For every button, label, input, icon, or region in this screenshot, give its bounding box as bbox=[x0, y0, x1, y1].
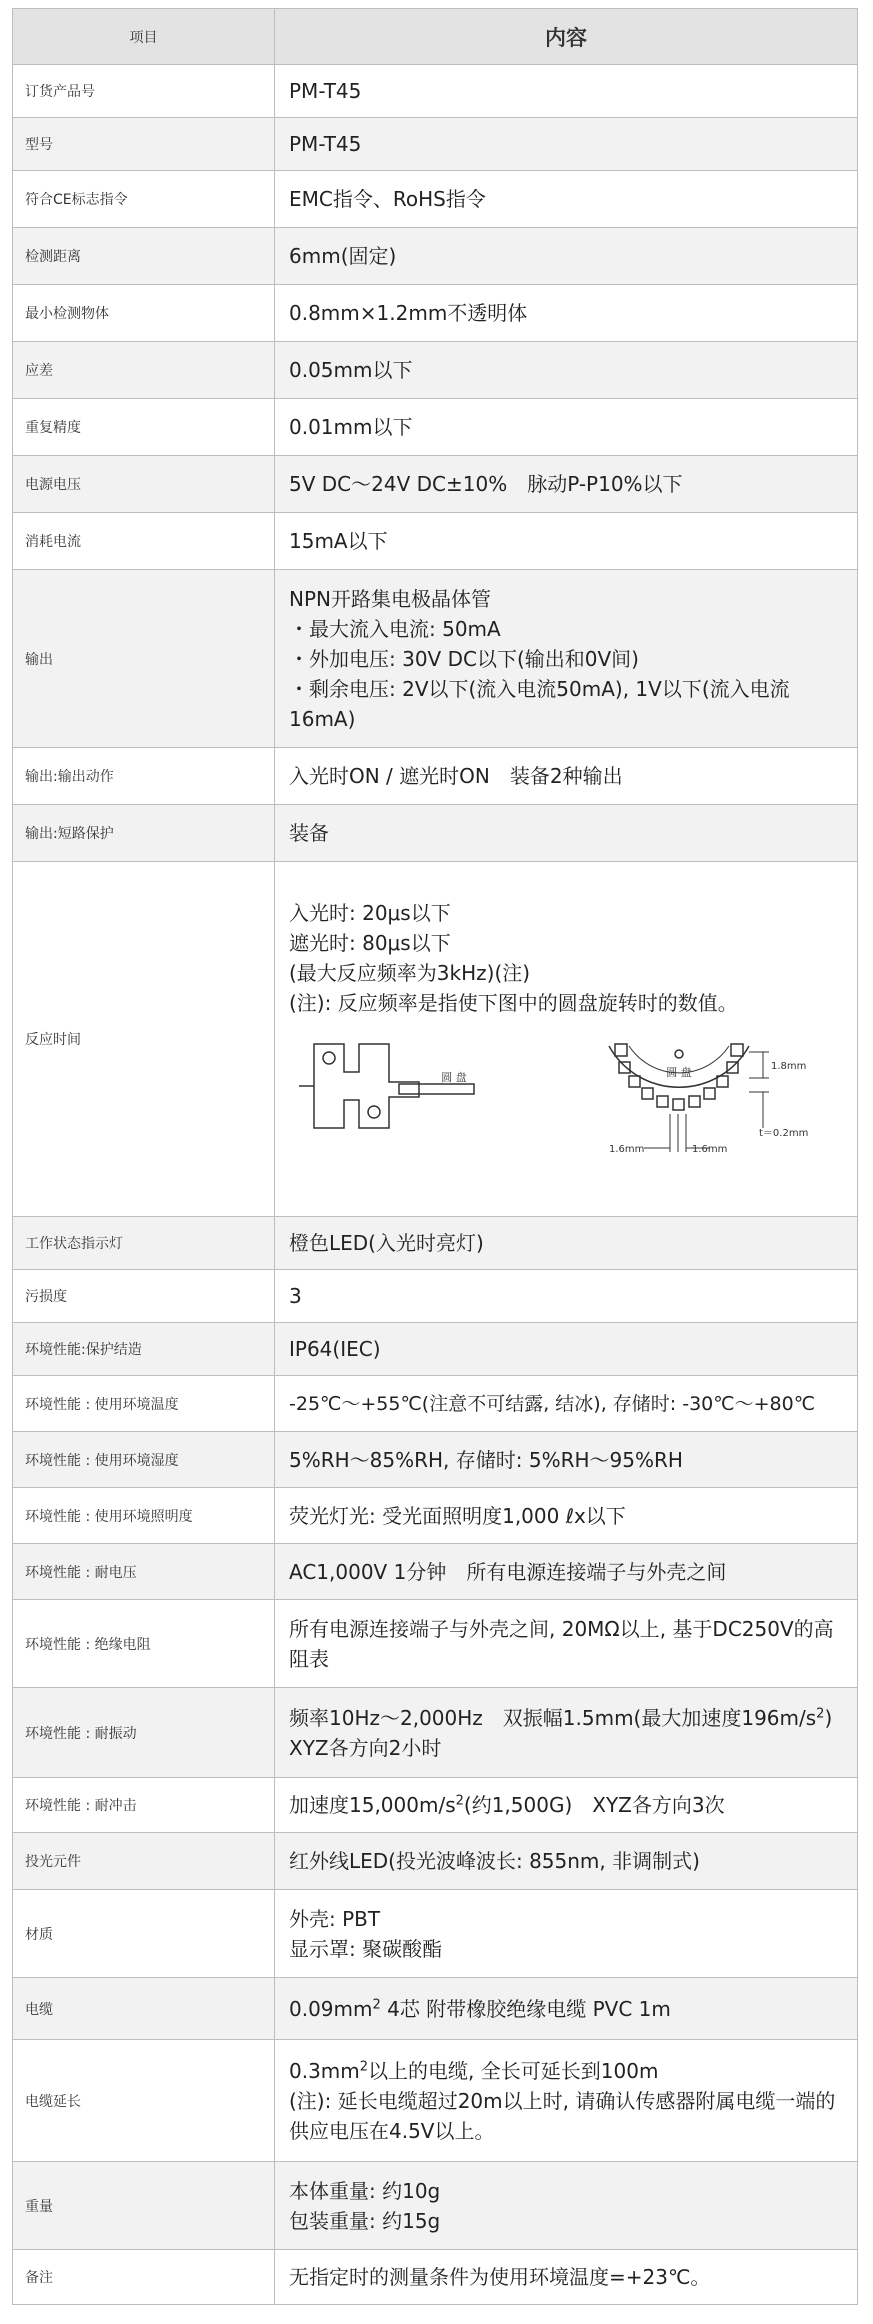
value-text: 0.3mm bbox=[289, 2058, 360, 2083]
row-value bbox=[275, 1978, 858, 2040]
table-row bbox=[13, 570, 858, 748]
row-value: EMC指令、RoHS指令 bbox=[275, 171, 858, 228]
row-value bbox=[275, 570, 858, 748]
row-value: 3 bbox=[275, 1270, 858, 1323]
row-value bbox=[275, 1890, 858, 1978]
value-line: 遮光时: 80μs以下 bbox=[289, 931, 451, 955]
disc-label-left: 圆 盘 bbox=[441, 1071, 467, 1084]
row-label: 环境性能:保护结造 bbox=[13, 1323, 275, 1376]
row-value: 0.01mm以下 bbox=[275, 399, 858, 456]
row-label: 符合CE标志指令 bbox=[13, 171, 275, 228]
row-label: 环境性能 : 耐冲击 bbox=[13, 1778, 275, 1833]
value-text: (约1,500G) XYZ各方向3次 bbox=[463, 1793, 725, 1817]
row-label: 应差 bbox=[13, 342, 275, 399]
row-label: 输出 bbox=[13, 570, 275, 748]
row-label: 电源电压 bbox=[13, 456, 275, 513]
row-value: 0.05mm以下 bbox=[275, 342, 858, 399]
row-value: 6mm(固定) bbox=[275, 228, 858, 285]
value-line: ・最大流入电流: 50mA bbox=[289, 616, 501, 641]
table-row bbox=[13, 2162, 858, 2250]
value-line: (注): 反应频率是指使下图中的圆盘旋转时的数值。 bbox=[289, 991, 738, 1015]
value-text: 以上的电缆, 全长可延长到100m bbox=[368, 2058, 659, 2083]
row-value bbox=[275, 1688, 858, 1778]
row-value: AC1,000V 1分钟 所有电源连接端子与外壳之间 bbox=[275, 1544, 858, 1600]
table-row bbox=[13, 342, 858, 399]
value-text: 4芯 附带橡胶绝缘电缆 PVC 1m bbox=[380, 1996, 671, 2021]
table-row bbox=[13, 1217, 858, 1270]
row-label: 电缆延长 bbox=[13, 2040, 275, 2162]
spec-table bbox=[12, 8, 858, 2305]
table-row bbox=[13, 1432, 858, 1488]
table-row bbox=[13, 118, 858, 171]
row-value bbox=[275, 2162, 858, 2250]
value-text: 0.09mm bbox=[289, 1996, 373, 2021]
superscript: 2 bbox=[816, 1705, 825, 1721]
table-row bbox=[13, 1978, 858, 2040]
table-row bbox=[13, 1270, 858, 1323]
table-row bbox=[13, 1488, 858, 1544]
row-label: 环境性能 : 绝缘电阻 bbox=[13, 1600, 275, 1688]
sensor-outline bbox=[299, 1044, 474, 1128]
row-value: 15mA以下 bbox=[275, 513, 858, 570]
row-label: 环境性能 : 使用环境湿度 bbox=[13, 1432, 275, 1488]
table-row bbox=[13, 2040, 858, 2162]
dim-1-6-left: 1.6mm bbox=[609, 1144, 645, 1155]
row-value bbox=[275, 1778, 858, 1833]
value-line: (最大反应频率为3kHz)(注) bbox=[289, 961, 531, 985]
row-value: 5%RH～85%RH, 存储时: 5%RH～95%RH bbox=[275, 1432, 858, 1488]
value-line: (注): 延长电缆超过20m以上时, 请确认传感器附属电缆一端的供应电压在4.5V以上。 bbox=[289, 2088, 836, 2143]
row-value: -25℃～+55℃(注意不可结露, 结冰), 存储时: -30℃～+80℃ bbox=[275, 1376, 858, 1432]
header-item: 项目 bbox=[13, 9, 275, 65]
row-value: 无指定时的测量条件为使用环境温度=+23℃。 bbox=[275, 2250, 858, 2305]
row-value: 荧光灯光: 受光面照明度1,000 ℓx以下 bbox=[275, 1488, 858, 1544]
row-value: 所有电源连接端子与外壳之间, 20MΩ以上, 基于DC250V的高阻表 bbox=[275, 1600, 858, 1688]
value-line: 包装重量: 约15g bbox=[289, 2208, 441, 2233]
table-row bbox=[13, 1890, 858, 1978]
row-value: PM-T45 bbox=[275, 65, 858, 118]
row-label: 重量 bbox=[13, 2162, 275, 2250]
row-label: 备注 bbox=[13, 2250, 275, 2305]
table-row bbox=[13, 1778, 858, 1833]
row-label: 电缆 bbox=[13, 1978, 275, 2040]
row-value bbox=[275, 862, 858, 1217]
row-label: 重复精度 bbox=[13, 399, 275, 456]
row-value bbox=[275, 2040, 858, 2162]
row-label: 材质 bbox=[13, 1890, 275, 1978]
table-row bbox=[13, 228, 858, 285]
value-line: ・外加电压: 30V DC以下(输出和0V间) bbox=[289, 646, 639, 671]
row-label: 型号 bbox=[13, 118, 275, 171]
row-label: 工作状态指示灯 bbox=[13, 1217, 275, 1270]
value-text: 加速度15,000m/s bbox=[289, 1793, 456, 1817]
value-line: 外壳: PBT bbox=[289, 1906, 381, 1931]
row-label: 投光元件 bbox=[13, 1833, 275, 1890]
table-row bbox=[13, 399, 858, 456]
dim-1-6-right: 1.6mm bbox=[692, 1144, 728, 1155]
table-row bbox=[13, 1544, 858, 1600]
value-text: ) XYZ各方向2小时 bbox=[289, 1705, 853, 1760]
value-line: 入光时: 20μs以下 bbox=[289, 901, 451, 925]
disc-label-right: 圆 盘 bbox=[666, 1066, 692, 1079]
dimension-lines bbox=[644, 1052, 769, 1152]
row-value: PM-T45 bbox=[275, 118, 858, 171]
table-row bbox=[13, 862, 858, 1217]
table-row bbox=[13, 513, 858, 570]
value-line: 本体重量: 约10g bbox=[289, 2178, 441, 2203]
row-label: 输出:短路保护 bbox=[13, 805, 275, 862]
row-value: 红外线LED(投光波峰波长: 855nm, 非调制式) bbox=[275, 1833, 858, 1890]
row-value: 入光时ON / 遮光时ON 装备2种输出 bbox=[275, 748, 858, 805]
superscript: 2 bbox=[359, 2058, 369, 2074]
table-row bbox=[13, 65, 858, 118]
row-value: 装备 bbox=[275, 805, 858, 862]
table-row bbox=[13, 1600, 858, 1688]
row-label: 环境性能 : 耐电压 bbox=[13, 1544, 275, 1600]
disc-diagram bbox=[289, 1032, 829, 1172]
row-value: IP64(IEC) bbox=[275, 1323, 858, 1376]
table-row bbox=[13, 2250, 858, 2305]
table-row bbox=[13, 171, 858, 228]
value-line: 显示罩: 聚碳酸酯 bbox=[289, 1936, 443, 1961]
row-label: 环境性能 : 耐振动 bbox=[13, 1688, 275, 1778]
row-label: 反应时间 bbox=[13, 862, 275, 1217]
row-label: 环境性能 : 使用环境照明度 bbox=[13, 1488, 275, 1544]
dim-1-8: 1.8mm bbox=[771, 1061, 807, 1072]
row-label: 最小检测物体 bbox=[13, 285, 275, 342]
row-label: 污损度 bbox=[13, 1270, 275, 1323]
table-row bbox=[13, 1833, 858, 1890]
superscript: 2 bbox=[372, 1996, 381, 2012]
row-value: 橙色LED(入光时亮灯) bbox=[275, 1217, 858, 1270]
table-row bbox=[13, 748, 858, 805]
table-row bbox=[13, 1688, 858, 1778]
table-row bbox=[13, 456, 858, 513]
row-value: 5V DC～24V DC±10% 脉动P-P10%以下 bbox=[275, 456, 858, 513]
table-row bbox=[13, 1323, 858, 1376]
row-label: 环境性能 : 使用环境温度 bbox=[13, 1376, 275, 1432]
table-header-row bbox=[13, 9, 858, 65]
table-row bbox=[13, 1376, 858, 1432]
row-label: 输出:输出动作 bbox=[13, 748, 275, 805]
value-line: ・剩余电压: 2V以下(流入电流50mA), 1V以下(流入电流16mA) bbox=[289, 676, 790, 731]
value-text: 频率10Hz～2,000Hz 双振幅1.5mm(最大加速度196m/s bbox=[289, 1705, 817, 1730]
value-line: NPN开路集电极晶体管 bbox=[289, 586, 491, 611]
row-label: 检测距离 bbox=[13, 228, 275, 285]
dim-thickness: t＝0.2mm bbox=[759, 1128, 809, 1139]
row-label: 消耗电流 bbox=[13, 513, 275, 570]
table-row bbox=[13, 805, 858, 862]
superscript: 2 bbox=[455, 1793, 464, 1809]
row-value: 0.8mm×1.2mm不透明体 bbox=[275, 285, 858, 342]
row-label: 订货产品号 bbox=[13, 65, 275, 118]
table-row bbox=[13, 285, 858, 342]
header-content: 内容 bbox=[275, 9, 858, 65]
